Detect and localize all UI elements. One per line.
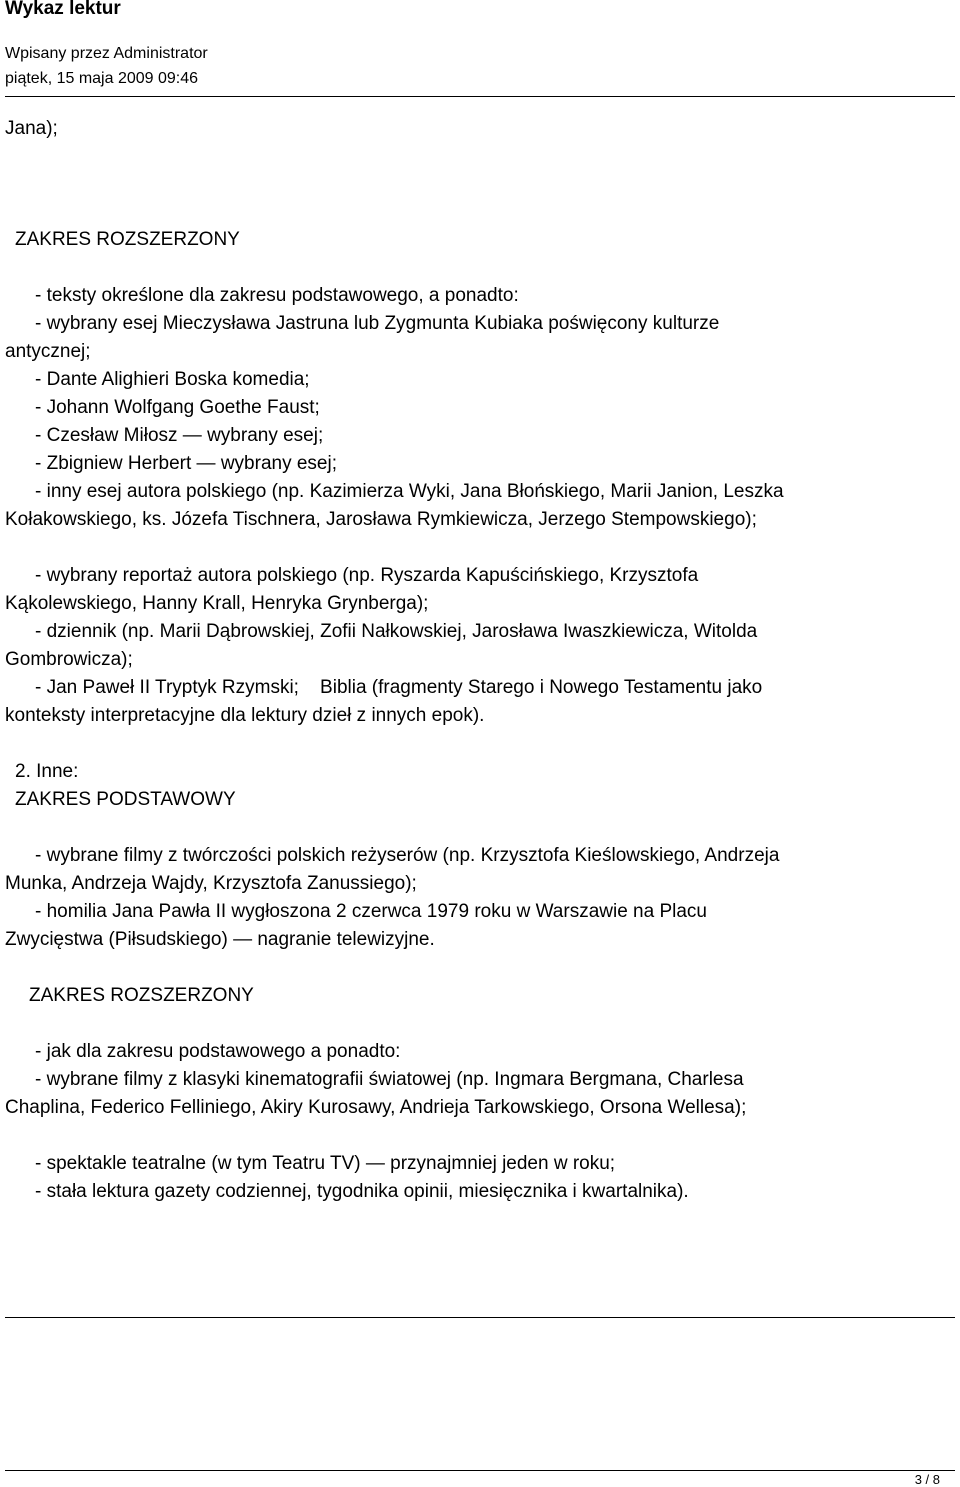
text-line: Gombrowicza); [5,649,133,670]
list-item: - inny esej autora polskiego (np. Kazimierza Wyki, Jana Błońskiego, Marii Janion, Leszka [35,481,784,502]
list-item: - Jan Paweł II Tryptyk Rzymski; Biblia (fragmenty Starego i Nowego Testamentu jako [35,677,763,698]
content-divider [5,1317,955,1318]
list-item: - teksty określone dla zakresu podstawowego, a ponadto: [35,285,519,306]
page-number: 3 / 8 [914,1472,940,1487]
header-divider [5,96,955,97]
text-line: Jana); [5,118,58,139]
list-item: - Czesław Miłosz — wybrany esej; [35,425,324,446]
list-item: - dziennik (np. Marii Dąbrowskiej, Zofii Nałkowskiej, Jarosława Iwaszkiewicza, Witolda [35,621,758,642]
text-line: Chaplina, Federico Felliniego, Akiry Kurosawy, Andrieja Tarkowskiego, Orsona Wellesa); [5,1097,747,1118]
author-line: Wpisany przez Administrator [5,45,208,62]
text-line: antycznej; [5,341,91,362]
list-item: - wybrany reportaż autora polskiego (np. Ryszarda Kapuścińskiego, Krzysztofa [35,565,699,586]
text-line: konteksty interpretacyjne dla lektury dzieł z innych epok). [5,705,485,726]
text-line: Munka, Andrzeja Wajdy, Krzysztofa Zanussiego); [5,873,417,894]
section-heading: ZAKRES ROZSZERZONY [29,985,254,1006]
section-heading: ZAKRES ROZSZERZONY [15,229,240,250]
list-item: - spektakle teatralne (w tym Teatru TV) — przynajmniej jeden w roku; [35,1153,616,1174]
list-item: - Dante Alighieri Boska komedia; [35,369,310,390]
section-number: 2. Inne: [15,761,79,782]
list-item: - stała lektura gazety codziennej, tygodnika opinii, miesięcznika i kwartalnika). [35,1181,689,1202]
document-title: Wykaz lektur [5,0,121,19]
text-line: Kołakowskiego, ks. Józefa Tischnera, Jarosława Rymkiewicza, Jerzego Stempowskiego); [5,509,757,530]
list-item: - wybrany esej Mieczysława Jastruna lub Zygmunta Kubiaka poświęcony kulturze [35,313,720,334]
list-item: - jak dla zakresu podstawowego a ponadto: [35,1041,401,1062]
list-item: - homilia Jana Pawła II wygłoszona 2 czerwca 1979 roku w Warszawie na Placu [35,901,707,922]
date-line: piątek, 15 maja 2009 09:46 [5,70,199,87]
list-item: - Johann Wolfgang Goethe Faust; [35,397,320,418]
list-item: - wybrane filmy z klasyki kinematografii światowej (np. Ingmara Bergmana, Charlesa [35,1069,744,1090]
footer-divider [5,1470,955,1471]
text-line: Zwycięstwa (Piłsudskiego) — nagranie telewizyjne. [5,929,435,950]
list-item: - wybrane filmy z twórczości polskich reżyserów (np. Krzysztofa Kieślowskiego, Andrzeja [35,845,780,866]
text-line: Kąkolewskiego, Hanny Krall, Henryka Grynberga); [5,593,429,614]
section-heading: ZAKRES PODSTAWOWY [15,789,236,810]
list-item: - Zbigniew Herbert — wybrany esej; [35,453,337,474]
